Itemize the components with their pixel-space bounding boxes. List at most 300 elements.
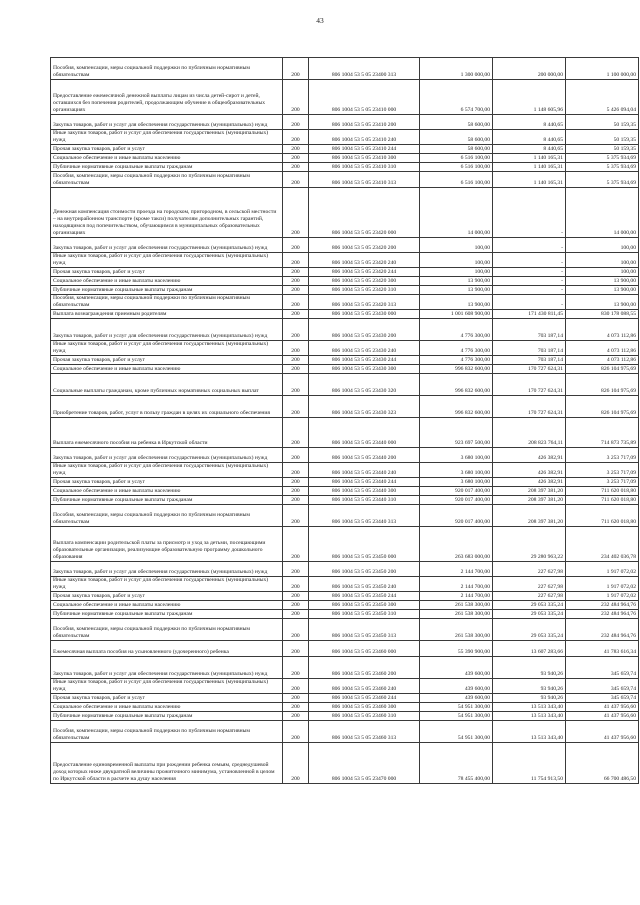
table-row [51, 487, 639, 496]
row-remaining-amount-cell: 345 659,74 [566, 694, 639, 703]
row-planned-amount-cell: 100,00 [420, 268, 493, 277]
row-executed-amount-cell: 170 727 624,31 [493, 365, 566, 374]
row-planned-amount-cell: 6 574 700,00 [420, 80, 493, 115]
row-executed-amount-cell: - [493, 253, 566, 268]
table-row [51, 356, 639, 365]
row-name-cell: Социальное обеспечение и иные выплаты населению [51, 277, 283, 286]
row-executed-amount-cell: 29 053 335,24 [493, 601, 566, 610]
row-line-code-cell: 200 [283, 679, 309, 694]
row-line-code-cell: 200 [283, 448, 309, 463]
row-name-cell: Закупка товаров, работ и услуг для обеспечения государственных (муниципальных) нужд [51, 115, 283, 130]
row-name-cell: Публичные нормативные социальные выплаты гражданам [51, 496, 283, 505]
row-executed-amount-cell: 29 280 963,22 [493, 527, 566, 562]
row-line-code-cell: 200 [283, 743, 309, 784]
row-remaining-amount-cell: 711 620 018,80 [566, 505, 639, 527]
row-planned-amount-cell: 1 300 000,00 [420, 58, 493, 80]
row-executed-amount-cell: 227 627,98 [493, 562, 566, 577]
row-classification-code-cell: 806 1004 53 5 05 23410 200 [309, 115, 420, 130]
row-line-code-cell: 200 [283, 374, 309, 396]
row-line-code-cell: 200 [283, 356, 309, 365]
row-name-cell: Иные закупки товаров, работ и услуг для обеспечения государственных (муниципальных) нужд [51, 679, 283, 694]
row-name-cell: Предоставление ежемесячной денежной выплаты лицам из числа детей-сирот и детей, оставшихся без попечения родителей, продолжающим обучение в общеобразовательных организациях [51, 80, 283, 115]
row-planned-amount-cell: 78 455 400,00 [420, 743, 493, 784]
table-row [51, 657, 639, 679]
row-executed-amount-cell: 208 823 764,11 [493, 418, 566, 448]
table-row [51, 130, 639, 145]
row-line-code-cell: 200 [283, 721, 309, 743]
table-row [51, 396, 639, 418]
row-name-cell: Прочая закупка товаров, работ и услуг [51, 268, 283, 277]
row-name-cell: Прочая закупка товаров, работ и услуг [51, 145, 283, 154]
row-remaining-amount-cell: 3 253 717,09 [566, 448, 639, 463]
row-classification-code-cell: 806 1004 53 5 05 23410 300 [309, 154, 420, 163]
row-classification-code-cell: 806 1004 53 5 05 23430 000 [309, 310, 420, 319]
row-classification-code-cell: 806 1004 53 5 05 23440 313 [309, 505, 420, 527]
row-executed-amount-cell: - [493, 277, 566, 286]
row-name-cell: Выплата компенсации родительской платы за присмотр и уход за детьми, посещающими образовательные организации, реализующие образовательную программу дошкольного образования [51, 527, 283, 562]
table-row [51, 703, 639, 712]
row-executed-amount-cell: 426 382,91 [493, 463, 566, 478]
row-line-code-cell: 200 [283, 619, 309, 641]
row-executed-amount-cell: 227 627,98 [493, 577, 566, 592]
row-line-code-cell: 200 [283, 130, 309, 145]
row-executed-amount-cell: 11 754 913,50 [493, 743, 566, 784]
row-planned-amount-cell: 13 900,00 [420, 295, 493, 310]
row-classification-code-cell: 806 1004 53 5 05 23420 244 [309, 268, 420, 277]
row-planned-amount-cell: 261 538 300,00 [420, 601, 493, 610]
row-planned-amount-cell: 54 951 300,00 [420, 721, 493, 743]
row-executed-amount-cell: 208 397 381,20 [493, 487, 566, 496]
row-name-cell: Пособия, компенсации, меры социальной поддержки по публичным нормативным обязательствам [51, 505, 283, 527]
row-executed-amount-cell: 1 140 165,31 [493, 172, 566, 188]
row-planned-amount-cell: 261 538 300,00 [420, 610, 493, 619]
row-planned-amount-cell: 58 600,00 [420, 115, 493, 130]
row-line-code-cell: 200 [283, 694, 309, 703]
row-planned-amount-cell: 6 516 100,00 [420, 172, 493, 188]
row-remaining-amount-cell: 41 437 956,60 [566, 721, 639, 743]
row-remaining-amount-cell: 5 375 934,69 [566, 154, 639, 163]
row-remaining-amount-cell: 13 900,00 [566, 295, 639, 310]
row-name-cell: Прочая закупка товаров, работ и услуг [51, 356, 283, 365]
table-row [51, 641, 639, 657]
row-executed-amount-cell: 200 000,00 [493, 58, 566, 80]
table-row [51, 562, 639, 577]
row-planned-amount-cell: 439 600,00 [420, 657, 493, 679]
row-remaining-amount-cell: 826 104 975,69 [566, 396, 639, 418]
row-classification-code-cell: 806 1004 53 5 05 23450 000 [309, 527, 420, 562]
row-name-cell: Прочая закупка товаров, работ и услуг [51, 478, 283, 487]
table-row [51, 238, 639, 253]
row-planned-amount-cell: 439 600,00 [420, 679, 493, 694]
row-remaining-amount-cell: 711 620 018,80 [566, 487, 639, 496]
row-line-code-cell: 200 [283, 703, 309, 712]
row-line-code-cell: 200 [283, 463, 309, 478]
table-row [51, 448, 639, 463]
row-classification-code-cell: 806 1004 53 5 05 23460 310 [309, 712, 420, 721]
table-row [51, 277, 639, 286]
row-classification-code-cell: 806 1004 53 5 05 23450 310 [309, 610, 420, 619]
table-row [51, 341, 639, 356]
row-classification-code-cell: 806 1004 53 5 05 23420 300 [309, 277, 420, 286]
row-executed-amount-cell: 1 140 165,31 [493, 163, 566, 172]
table-row [51, 163, 639, 172]
table-row [51, 145, 639, 154]
row-remaining-amount-cell: 5 375 934,69 [566, 163, 639, 172]
row-line-code-cell: 200 [283, 172, 309, 188]
row-line-code-cell: 200 [283, 496, 309, 505]
row-executed-amount-cell: - [493, 286, 566, 295]
row-planned-amount-cell: 3 680 100,00 [420, 478, 493, 487]
row-executed-amount-cell: 227 627,98 [493, 592, 566, 601]
row-remaining-amount-cell: 234 402 036,78 [566, 527, 639, 562]
row-planned-amount-cell: 920 017 400,00 [420, 487, 493, 496]
row-name-cell: Социальное обеспечение и иные выплаты населению [51, 703, 283, 712]
table-row [51, 295, 639, 310]
row-line-code-cell: 200 [283, 712, 309, 721]
row-planned-amount-cell: 58 600,00 [420, 130, 493, 145]
row-planned-amount-cell: 2 144 700,00 [420, 592, 493, 601]
row-planned-amount-cell: 996 832 600,00 [420, 374, 493, 396]
row-planned-amount-cell: 2 144 700,00 [420, 577, 493, 592]
row-name-cell: Приобретение товаров, работ, услуг в пользу граждан в целях их социального обеспечения [51, 396, 283, 418]
row-planned-amount-cell: 996 832 600,00 [420, 365, 493, 374]
row-classification-code-cell: 806 1004 53 5 05 23440 000 [309, 418, 420, 448]
row-line-code-cell: 200 [283, 341, 309, 356]
table-row [51, 577, 639, 592]
row-executed-amount-cell: 171 430 811,45 [493, 310, 566, 319]
row-classification-code-cell: 806 1004 53 5 05 23430 240 [309, 341, 420, 356]
row-line-code-cell: 200 [283, 577, 309, 592]
row-remaining-amount-cell: 66 700 486,50 [566, 743, 639, 784]
row-classification-code-cell: 806 1004 53 5 05 23440 244 [309, 478, 420, 487]
row-line-code-cell: 200 [283, 188, 309, 238]
row-line-code-cell: 200 [283, 562, 309, 577]
row-name-cell: Пособия, компенсации, меры социальной поддержки по публичным нормативным обязательствам [51, 721, 283, 743]
row-name-cell: Предоставление единовременной выплаты при рождении ребенка семьям, среднедушевой доход которых ниже двукратной величины прожиточного минимума, установленной в целом по Иркутской области в расчете на душу населения [51, 743, 283, 784]
table-row [51, 253, 639, 268]
row-classification-code-cell: 806 1004 53 5 05 23420 200 [309, 238, 420, 253]
row-remaining-amount-cell: 826 104 975,69 [566, 365, 639, 374]
row-classification-code-cell: 806 1004 53 5 05 23420 000 [309, 188, 420, 238]
row-planned-amount-cell: 55 390 900,00 [420, 641, 493, 657]
row-classification-code-cell: 806 1004 53 5 05 23410 240 [309, 130, 420, 145]
row-line-code-cell: 200 [283, 505, 309, 527]
row-remaining-amount-cell: 100,00 [566, 253, 639, 268]
row-planned-amount-cell: 261 538 300,00 [420, 619, 493, 641]
row-executed-amount-cell: 13 607 283,66 [493, 641, 566, 657]
table-row [51, 601, 639, 610]
row-line-code-cell: 200 [283, 487, 309, 496]
row-planned-amount-cell: 920 017 400,00 [420, 505, 493, 527]
row-executed-amount-cell: 29 053 335,24 [493, 610, 566, 619]
row-name-cell: Иные закупки товаров, работ и услуг для обеспечения государственных (муниципальных) нужд [51, 130, 283, 145]
row-planned-amount-cell: 13 900,00 [420, 277, 493, 286]
row-remaining-amount-cell: 3 253 717,09 [566, 463, 639, 478]
row-remaining-amount-cell: 232 484 964,76 [566, 601, 639, 610]
table-row [51, 319, 639, 341]
row-remaining-amount-cell: 711 620 018,80 [566, 496, 639, 505]
row-planned-amount-cell: 1 001 608 900,00 [420, 310, 493, 319]
row-remaining-amount-cell: 41 783 616,34 [566, 641, 639, 657]
row-line-code-cell: 200 [283, 365, 309, 374]
row-remaining-amount-cell: 5 426 094,04 [566, 80, 639, 115]
row-classification-code-cell: 806 1004 53 5 05 23410 313 [309, 172, 420, 188]
row-planned-amount-cell: 2 144 700,00 [420, 562, 493, 577]
row-name-cell: Социальное обеспечение и иные выплаты населению [51, 365, 283, 374]
row-executed-amount-cell: 703 187,14 [493, 319, 566, 341]
row-line-code-cell: 200 [283, 310, 309, 319]
row-planned-amount-cell: 54 951 300,00 [420, 703, 493, 712]
row-name-cell: Социальное обеспечение и иные выплаты населению [51, 601, 283, 610]
budget-execution-table [50, 57, 639, 784]
row-line-code-cell: 200 [283, 277, 309, 286]
row-remaining-amount-cell: 345 659,74 [566, 679, 639, 694]
row-classification-code-cell: 806 1004 53 5 05 23410 244 [309, 145, 420, 154]
row-classification-code-cell: 806 1004 53 5 05 23450 313 [309, 619, 420, 641]
row-name-cell: Публичные нормативные социальные выплаты гражданам [51, 610, 283, 619]
row-remaining-amount-cell: 4 073 112,86 [566, 341, 639, 356]
row-executed-amount-cell: 426 382,91 [493, 478, 566, 487]
row-classification-code-cell: 806 1004 53 5 05 23440 300 [309, 487, 420, 496]
row-classification-code-cell: 806 1004 53 5 05 23430 244 [309, 356, 420, 365]
table-row [51, 418, 639, 448]
row-line-code-cell: 200 [283, 115, 309, 130]
row-name-cell: Закупка товаров, работ и услуг для обеспечения государственных (муниципальных) нужд [51, 238, 283, 253]
row-line-code-cell: 200 [283, 145, 309, 154]
row-line-code-cell: 200 [283, 253, 309, 268]
row-name-cell: Ежемесячная выплата пособия на усыновленного (удочеренного) ребенка [51, 641, 283, 657]
row-executed-amount-cell: 93 940,26 [493, 657, 566, 679]
row-planned-amount-cell: 3 680 100,00 [420, 463, 493, 478]
row-classification-code-cell: 806 1004 53 5 05 23430 320 [309, 374, 420, 396]
row-line-code-cell: 200 [283, 268, 309, 277]
table-row [51, 365, 639, 374]
table-row [51, 694, 639, 703]
row-line-code-cell: 200 [283, 319, 309, 341]
row-line-code-cell: 200 [283, 418, 309, 448]
row-remaining-amount-cell: 4 073 112,86 [566, 319, 639, 341]
row-line-code-cell: 200 [283, 641, 309, 657]
row-executed-amount-cell: 8 440,65 [493, 115, 566, 130]
row-name-cell: Социальные выплаты гражданам, кроме публичных нормативных социальных выплат [51, 374, 283, 396]
row-name-cell: Иные закупки товаров, работ и услуг для обеспечения государственных (муниципальных) нужд [51, 463, 283, 478]
row-classification-code-cell: 806 1004 53 5 05 23460 313 [309, 721, 420, 743]
row-classification-code-cell: 806 1004 53 5 05 23440 200 [309, 448, 420, 463]
row-planned-amount-cell: 13 900,00 [420, 286, 493, 295]
row-name-cell: Закупка товаров, работ и услуг для обеспечения государственных (муниципальных) нужд [51, 562, 283, 577]
row-remaining-amount-cell: 1 917 072,02 [566, 562, 639, 577]
row-remaining-amount-cell: 830 178 088,55 [566, 310, 639, 319]
row-name-cell: Иные закупки товаров, работ и услуг для обеспечения государственных (муниципальных) нужд [51, 341, 283, 356]
row-executed-amount-cell: 1 140 165,31 [493, 154, 566, 163]
row-remaining-amount-cell: 50 159,35 [566, 145, 639, 154]
row-line-code-cell: 200 [283, 154, 309, 163]
row-executed-amount-cell: 13 513 343,40 [493, 712, 566, 721]
row-line-code-cell: 200 [283, 80, 309, 115]
row-name-cell: Пособия, компенсации, меры социальной поддержки по публичным нормативным обязательствам [51, 172, 283, 188]
row-remaining-amount-cell: 50 159,35 [566, 130, 639, 145]
row-planned-amount-cell: 996 832 600,00 [420, 396, 493, 418]
row-executed-amount-cell: 13 513 343,40 [493, 703, 566, 712]
row-planned-amount-cell: 6 516 100,00 [420, 154, 493, 163]
row-classification-code-cell: 806 1004 53 5 05 23420 310 [309, 286, 420, 295]
row-remaining-amount-cell: 714 873 735,89 [566, 418, 639, 448]
table-row [51, 463, 639, 478]
row-classification-code-cell: 806 1004 53 5 05 23430 200 [309, 319, 420, 341]
row-classification-code-cell: 806 1004 53 5 05 23450 300 [309, 601, 420, 610]
row-planned-amount-cell: 3 680 100,00 [420, 448, 493, 463]
row-classification-code-cell: 806 1004 53 5 05 23450 240 [309, 577, 420, 592]
row-remaining-amount-cell: 13 900,00 [566, 286, 639, 295]
row-classification-code-cell: 806 1004 53 5 05 23410 310 [309, 163, 420, 172]
table-row [51, 527, 639, 562]
row-name-cell: Выплата вознаграждения приемным родителям [51, 310, 283, 319]
row-name-cell: Социальное обеспечение и иные выплаты населению [51, 487, 283, 496]
row-remaining-amount-cell: 345 659,74 [566, 657, 639, 679]
row-classification-code-cell: 806 1004 53 5 05 23440 240 [309, 463, 420, 478]
row-planned-amount-cell: 6 516 100,00 [420, 163, 493, 172]
row-name-cell: Денежная компенсация стоимости проезда на городском, пригородном, в сельской местности – на внутрирайонном транспорте (кроме такси) получателям дополнительных гарантий, находящимся под попечительством, обучающимся в муниципальных образовательных организациях [51, 188, 283, 238]
row-line-code-cell: 200 [283, 601, 309, 610]
row-planned-amount-cell: 14 000,00 [420, 188, 493, 238]
row-name-cell: Закупка товаров, работ и услуг для обеспечения государственных (муниципальных) нужд [51, 448, 283, 463]
row-name-cell: Прочая закупка товаров, работ и услуг [51, 592, 283, 601]
row-remaining-amount-cell: 1 917 072,02 [566, 592, 639, 601]
row-planned-amount-cell: 4 776 300,00 [420, 319, 493, 341]
row-classification-code-cell: 806 1004 53 5 05 23410 000 [309, 80, 420, 115]
row-name-cell: Прочая закупка товаров, работ и услуг [51, 694, 283, 703]
row-executed-amount-cell: 1 148 605,96 [493, 80, 566, 115]
row-executed-amount-cell: 29 053 335,24 [493, 619, 566, 641]
row-classification-code-cell: 806 1004 53 5 05 23450 200 [309, 562, 420, 577]
table-row [51, 743, 639, 784]
row-remaining-amount-cell: 14 000,00 [566, 188, 639, 238]
row-executed-amount-cell: 208 397 381,20 [493, 505, 566, 527]
table-row [51, 478, 639, 487]
row-remaining-amount-cell: 826 104 975,69 [566, 374, 639, 396]
row-line-code-cell: 200 [283, 610, 309, 619]
table-row [51, 374, 639, 396]
row-remaining-amount-cell: 13 900,00 [566, 277, 639, 286]
row-name-cell: Иные закупки товаров, работ и услуг для обеспечения государственных (муниципальных) нужд [51, 253, 283, 268]
table-row [51, 679, 639, 694]
row-line-code-cell: 200 [283, 163, 309, 172]
row-executed-amount-cell: 170 727 624,31 [493, 374, 566, 396]
row-executed-amount-cell: - [493, 268, 566, 277]
row-classification-code-cell: 806 1004 53 5 05 23420 313 [309, 295, 420, 310]
row-classification-code-cell: 806 1004 53 5 05 23440 310 [309, 496, 420, 505]
table-row [51, 619, 639, 641]
row-remaining-amount-cell: 5 375 934,69 [566, 172, 639, 188]
table-row [51, 310, 639, 319]
row-name-cell: Публичные нормативные социальные выплаты гражданам [51, 163, 283, 172]
row-name-cell: Публичные нормативные социальные выплаты гражданам [51, 286, 283, 295]
table-row [51, 592, 639, 601]
row-classification-code-cell: 806 1004 53 5 05 23460 300 [309, 703, 420, 712]
row-name-cell: Социальное обеспечение и иные выплаты населению [51, 154, 283, 163]
table-row [51, 154, 639, 163]
row-classification-code-cell: 806 1004 53 5 05 23470 000 [309, 743, 420, 784]
row-remaining-amount-cell: 41 437 956,60 [566, 703, 639, 712]
row-planned-amount-cell: 263 683 000,00 [420, 527, 493, 562]
row-line-code-cell: 200 [283, 238, 309, 253]
row-name-cell: Закупка товаров, работ и услуг для обеспечения государственных (муниципальных) нужд [51, 657, 283, 679]
row-remaining-amount-cell: 1 917 072,02 [566, 577, 639, 592]
row-name-cell: Публичные нормативные социальные выплаты гражданам [51, 712, 283, 721]
row-name-cell: Пособия, компенсации, меры социальной поддержки по публичным нормативным обязательствам [51, 295, 283, 310]
row-executed-amount-cell: 703 187,14 [493, 341, 566, 356]
page-number: 43 [316, 16, 324, 25]
table-row [51, 286, 639, 295]
row-planned-amount-cell: 54 951 300,00 [420, 712, 493, 721]
row-remaining-amount-cell: 232 484 964,76 [566, 619, 639, 641]
row-executed-amount-cell: 8 440,65 [493, 130, 566, 145]
table-row [51, 115, 639, 130]
row-line-code-cell: 200 [283, 527, 309, 562]
row-executed-amount-cell: - [493, 188, 566, 238]
row-classification-code-cell: 806 1004 53 5 05 23450 244 [309, 592, 420, 601]
row-executed-amount-cell: 426 382,91 [493, 448, 566, 463]
row-classification-code-cell: 806 1004 53 5 05 23420 240 [309, 253, 420, 268]
row-executed-amount-cell: 93 940,26 [493, 679, 566, 694]
row-executed-amount-cell: - [493, 238, 566, 253]
row-remaining-amount-cell: 100,00 [566, 268, 639, 277]
row-planned-amount-cell: 4 776 300,00 [420, 356, 493, 365]
row-classification-code-cell: 806 1004 53 5 05 23460 000 [309, 641, 420, 657]
row-planned-amount-cell: 100,00 [420, 238, 493, 253]
row-remaining-amount-cell: 41 437 956,60 [566, 712, 639, 721]
row-executed-amount-cell: 703 187,14 [493, 356, 566, 365]
table-row [51, 721, 639, 743]
row-remaining-amount-cell: 232 484 964,76 [566, 610, 639, 619]
row-planned-amount-cell: 439 600,00 [420, 694, 493, 703]
budget-table-body [51, 58, 639, 784]
row-executed-amount-cell: 13 513 343,40 [493, 721, 566, 743]
row-remaining-amount-cell: 50 159,35 [566, 115, 639, 130]
table-row [51, 172, 639, 188]
row-name-cell: Иные закупки товаров, работ и услуг для обеспечения государственных (муниципальных) нужд [51, 577, 283, 592]
row-executed-amount-cell: 93 940,26 [493, 694, 566, 703]
row-remaining-amount-cell: 3 253 717,09 [566, 478, 639, 487]
row-executed-amount-cell: - [493, 295, 566, 310]
table-row [51, 188, 639, 238]
row-line-code-cell: 200 [283, 58, 309, 80]
row-line-code-cell: 200 [283, 286, 309, 295]
row-classification-code-cell: 806 1004 53 5 05 23430 300 [309, 365, 420, 374]
row-name-cell: Закупка товаров, работ и услуг для обеспечения государственных (муниципальных) нужд [51, 319, 283, 341]
row-name-cell: Пособия, компенсации, меры социальной поддержки по публичным нормативным обязательствам [51, 58, 283, 80]
table-row [51, 268, 639, 277]
table-row [51, 610, 639, 619]
row-planned-amount-cell: 58 600,00 [420, 145, 493, 154]
row-executed-amount-cell: 170 727 624,31 [493, 396, 566, 418]
row-remaining-amount-cell: 1 100 000,00 [566, 58, 639, 80]
row-planned-amount-cell: 4 776 300,00 [420, 341, 493, 356]
row-classification-code-cell: 806 1004 53 5 05 23460 240 [309, 679, 420, 694]
table-row [51, 496, 639, 505]
row-executed-amount-cell: 208 397 381,20 [493, 496, 566, 505]
row-classification-code-cell: 806 1004 53 5 05 23430 323 [309, 396, 420, 418]
row-executed-amount-cell: 8 440,65 [493, 145, 566, 154]
row-classification-code-cell: 806 1004 53 5 05 23460 244 [309, 694, 420, 703]
row-name-cell: Выплата ежемесячного пособия на ребенка в Иркутской области [51, 418, 283, 448]
row-planned-amount-cell: 920 017 400,00 [420, 496, 493, 505]
row-classification-code-cell: 806 1004 53 5 05 23400 313 [309, 58, 420, 80]
table-row [51, 505, 639, 527]
table-row [51, 58, 639, 80]
row-line-code-cell: 200 [283, 295, 309, 310]
row-planned-amount-cell: 100,00 [420, 253, 493, 268]
